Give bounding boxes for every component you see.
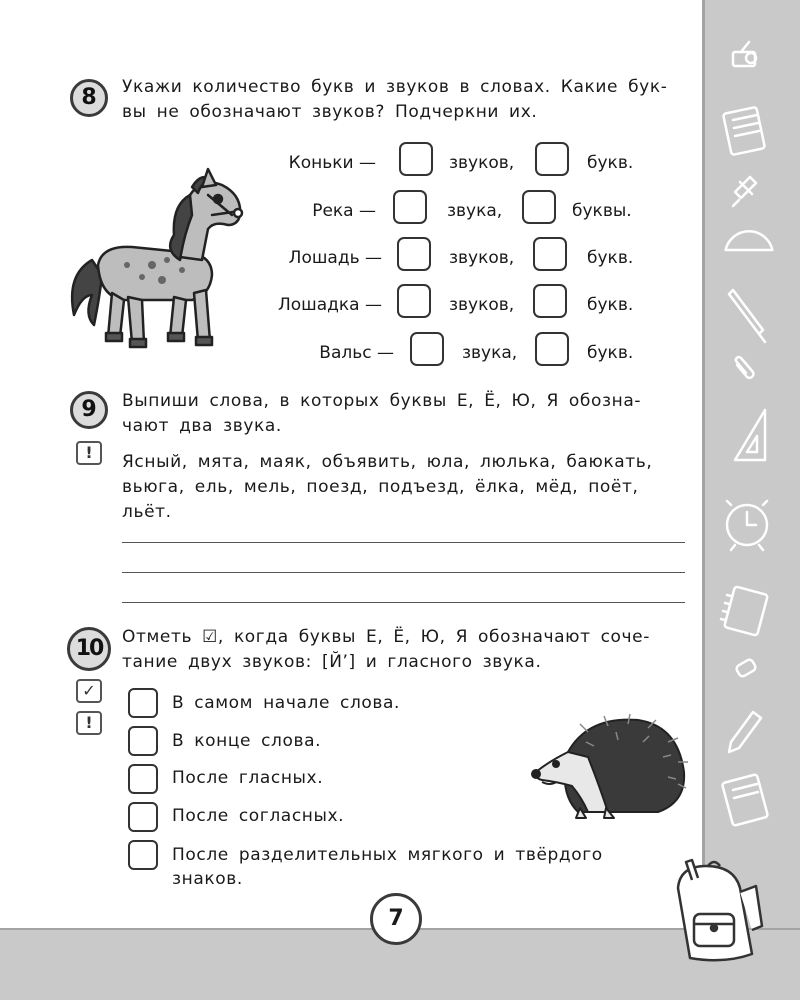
letters-count-box[interactable]	[535, 332, 569, 366]
answer-line-3[interactable]	[122, 602, 685, 603]
option-after-vowels: После гласных.	[172, 768, 324, 788]
letters-label: буквы.	[572, 201, 632, 221]
task-8-number: 8	[70, 79, 108, 117]
letters-label: букв.	[587, 295, 634, 315]
task-10-instructions	[122, 625, 692, 675]
option-checkbox[interactable]	[128, 764, 158, 794]
sounds-count-box[interactable]	[397, 237, 431, 271]
book-icon	[722, 774, 768, 826]
sounds-label: звуков,	[449, 153, 515, 173]
letters-label: букв.	[587, 343, 634, 363]
pencil-icon	[729, 712, 761, 752]
word-reka: Река —	[312, 201, 376, 221]
letters-count-box[interactable]	[535, 142, 569, 176]
option-start-of-word: В самом начале слова.	[172, 693, 401, 713]
sounds-label: звуков,	[449, 248, 515, 268]
hedgehog-illustration	[528, 712, 688, 824]
task-9-word-list	[122, 450, 692, 525]
option-after-consonants: После согласных.	[172, 806, 345, 826]
task-8-instructions	[122, 75, 692, 125]
option-checkbox[interactable]	[128, 802, 158, 832]
alarm-clock-icon	[727, 501, 767, 550]
option-end-of-word: В конце слова.	[172, 731, 322, 751]
letters-count-box[interactable]	[533, 237, 567, 271]
word-list-line-1: Ясный, мята, маяк, объявить, юла, люлька, баюкать,	[122, 452, 653, 472]
option-5-line-1: После разделительных мягкого и твёрдого	[172, 845, 603, 865]
sounds-label: звука,	[447, 201, 503, 221]
word-loshadka: Лошадка —	[277, 295, 382, 315]
attention-badge: !	[76, 711, 102, 735]
word-loshad: Лошадь —	[288, 248, 382, 268]
page-number: 7	[370, 893, 422, 945]
sounds-count-box[interactable]	[399, 142, 433, 176]
letters-count-box[interactable]	[533, 284, 567, 318]
word-list-line-3: льёт.	[122, 502, 172, 522]
eraser-icon	[735, 658, 757, 677]
letters-label: букв.	[587, 153, 634, 173]
answer-line-1[interactable]	[122, 542, 685, 543]
pen-icon	[729, 290, 765, 342]
sounds-count-box[interactable]	[393, 190, 427, 224]
sounds-label: звука,	[462, 343, 518, 363]
task-10-line-2: тание двух звуков: [Й’] и гласного звука.	[122, 652, 542, 672]
letters-count-box[interactable]	[522, 190, 556, 224]
task-10-line-1: Отметь ☑, когда буквы Е, Ё, Ю, Я обозначают соче-	[122, 627, 650, 647]
task-9-number: 9	[70, 391, 108, 429]
word-konki: Коньки —	[288, 153, 376, 173]
sounds-count-box[interactable]	[397, 284, 431, 318]
task-9-instructions	[122, 389, 692, 439]
task-9-line-2: чают два звука.	[122, 416, 282, 436]
sounds-label: звуков,	[449, 295, 515, 315]
school-supplies-icons	[705, 0, 800, 1000]
option-checkbox[interactable]	[128, 840, 158, 870]
pushpin-icon	[733, 177, 756, 206]
option-checkbox[interactable]	[128, 688, 158, 718]
paperclip-icon	[736, 357, 754, 378]
attention-badge: !	[76, 441, 102, 465]
sounds-count-box[interactable]	[410, 332, 444, 366]
word-vals: Вальс —	[319, 343, 394, 363]
protractor-icon	[725, 225, 776, 266]
option-5-line-2: знаков.	[172, 869, 243, 889]
backpack-icon	[664, 858, 772, 968]
task-8-line-1: Укажи количество букв и звуков в словах. Какие бук-	[122, 77, 668, 97]
word-list-line-2: вьюга, ель, мель, поезд, подъезд, ёлка, мёд, поёт,	[122, 477, 639, 497]
sidebar-decoration	[702, 0, 800, 1000]
task-9-line-1: Выпиши слова, в которых буквы Е, Ё, Ю, Я обозна-	[122, 391, 642, 411]
option-after-separators	[172, 843, 642, 891]
task-8-line-2: вы не обозначают звуков? Подчеркни их.	[122, 102, 538, 122]
option-checkbox[interactable]	[128, 726, 158, 756]
triangle-ruler-icon	[735, 410, 765, 460]
task-10-number: 10	[67, 627, 111, 671]
letters-label: букв.	[587, 248, 634, 268]
sharpener-icon	[733, 42, 756, 66]
answer-line-2[interactable]	[122, 572, 685, 573]
spiral-notebook-icon	[721, 586, 768, 635]
notepad-icon	[723, 107, 765, 155]
check-badge: ✓	[76, 679, 102, 703]
